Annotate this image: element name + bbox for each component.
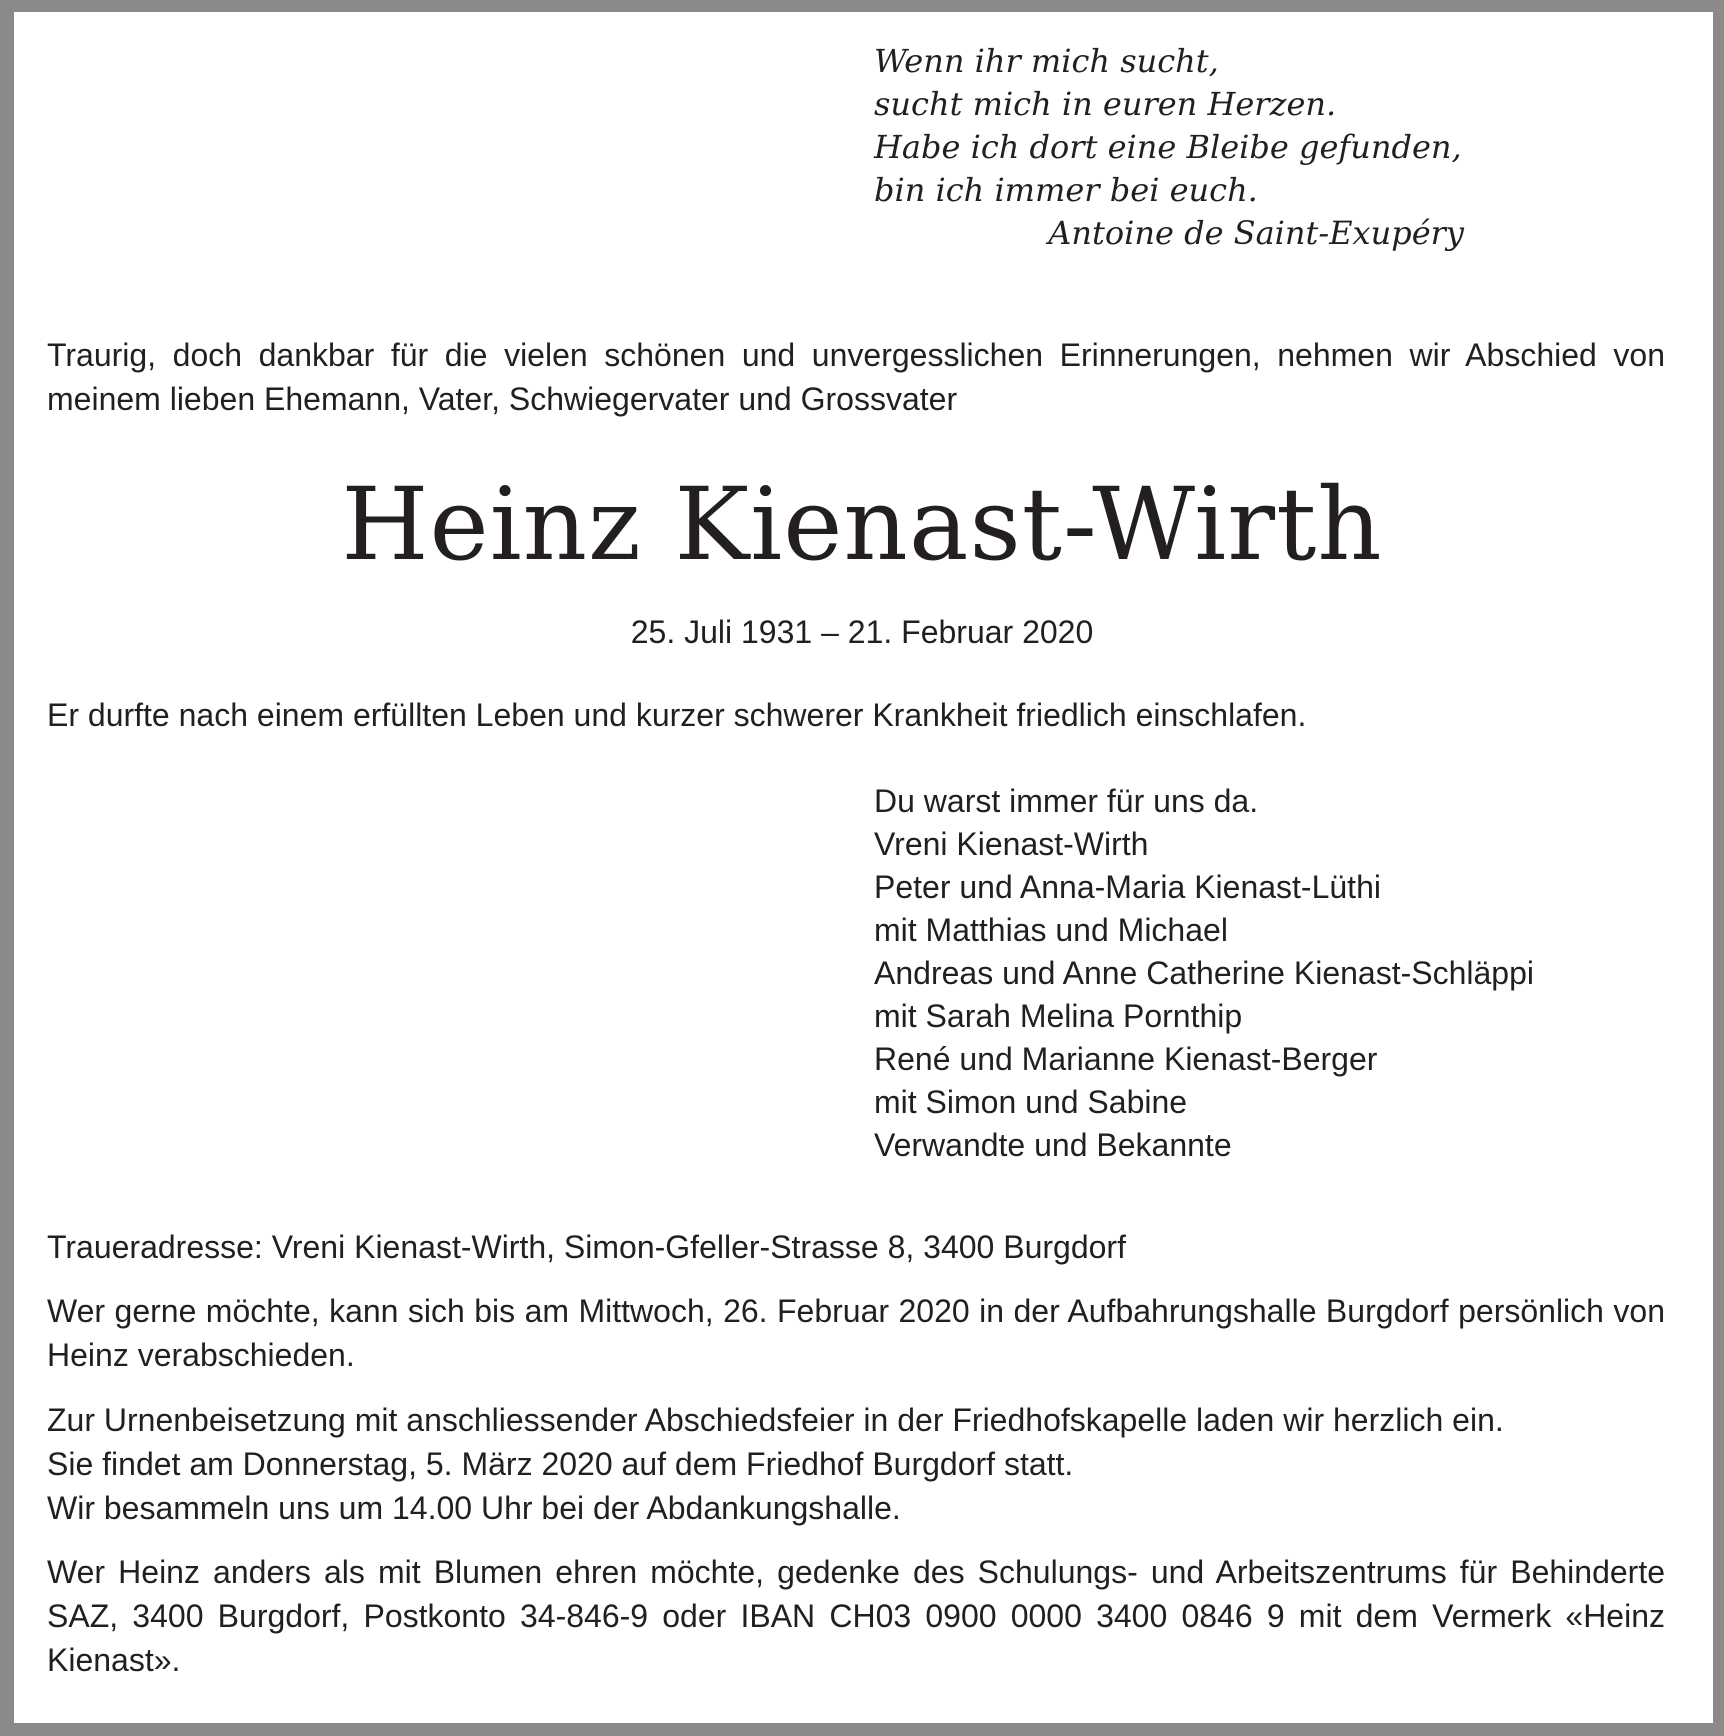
passing-statement: Er durfte nach einem erfüllten Leben und kurzer schwerer Krankheit friedlich einschlafen.	[47, 697, 1307, 733]
ceremony-line: Zur Urnenbeisetzung mit anschliessender Abschiedsfeier in der Friedhofskapelle laden wir herzlich ein.	[47, 1402, 1504, 1438]
quote-line: Habe ich dort eine Bleibe gefunden,	[874, 128, 1462, 166]
mourning-address: Traueradresse: Vreni Kienast-Wirth, Simon-Gfeller-Strasse 8, 3400 Burgdorf	[47, 1229, 1126, 1265]
quote-line: Wenn ihr mich sucht,	[874, 42, 1219, 80]
deceased-name: Heinz Kienast-Wirth	[341, 466, 1383, 583]
ceremony-notice	[47, 1398, 1665, 1530]
ceremony-line: Sie findet am Donnerstag, 5. März 2020 auf dem Friedhof Burgdorf statt.	[47, 1446, 1074, 1482]
family-line: René und Marianne Kienast-Berger	[874, 1041, 1378, 1077]
epigraph-quote	[874, 40, 1494, 255]
life-dates: 25. Juli 1931 – 21. Februar 2020	[630, 614, 1094, 650]
family-line: mit Simon und Sabine	[874, 1084, 1188, 1120]
family-line: Vreni Kienast-Wirth	[874, 826, 1149, 862]
family-line: mit Matthias und Michael	[874, 912, 1228, 948]
family-line: Du warst immer für uns da.	[874, 783, 1259, 819]
intro-text: Traurig, doch dankbar für die vielen schönen und unvergesslichen Erinnerungen, nehmen wir Abschied von meinem lieben Ehemann, Vater, Schwiegervater und Grossvater	[47, 337, 1665, 417]
ceremony-line: Wir besammeln uns um 14.00 Uhr bei der Abdankungshalle.	[47, 1490, 901, 1526]
quote-line: sucht mich in euren Herzen.	[874, 85, 1337, 123]
viewing-notice: Wer gerne möchte, kann sich bis am Mittwoch, 26. Februar 2020 in der Aufbahrungshalle Burgdorf persönlich von Heinz verabschieden.	[47, 1293, 1665, 1373]
donation-notice: Wer Heinz anders als mit Blumen ehren möchte, gedenke des Schulungs- und Arbeitszentrums für Behinderte SAZ, 3400 Burgdorf, Postkonto 34-846-9 oder IBAN CH03 0900 0000 3400 0846 9 mit dem Vermerk «Heinz Kienast».	[47, 1554, 1665, 1678]
family-line: Verwandte und Bekannte	[874, 1127, 1232, 1163]
quote-line: bin ich immer bei euch.	[874, 171, 1258, 209]
family-line: mit Sarah Melina Pornthip	[874, 998, 1243, 1034]
family-line: Peter und Anna-Maria Kienast-Lüthi	[874, 869, 1381, 905]
quote-author: Antoine de Saint-Exupéry	[1048, 214, 1464, 252]
family-list	[874, 780, 1534, 1167]
family-line: Andreas und Anne Catherine Kienast-Schläppi	[874, 955, 1534, 991]
